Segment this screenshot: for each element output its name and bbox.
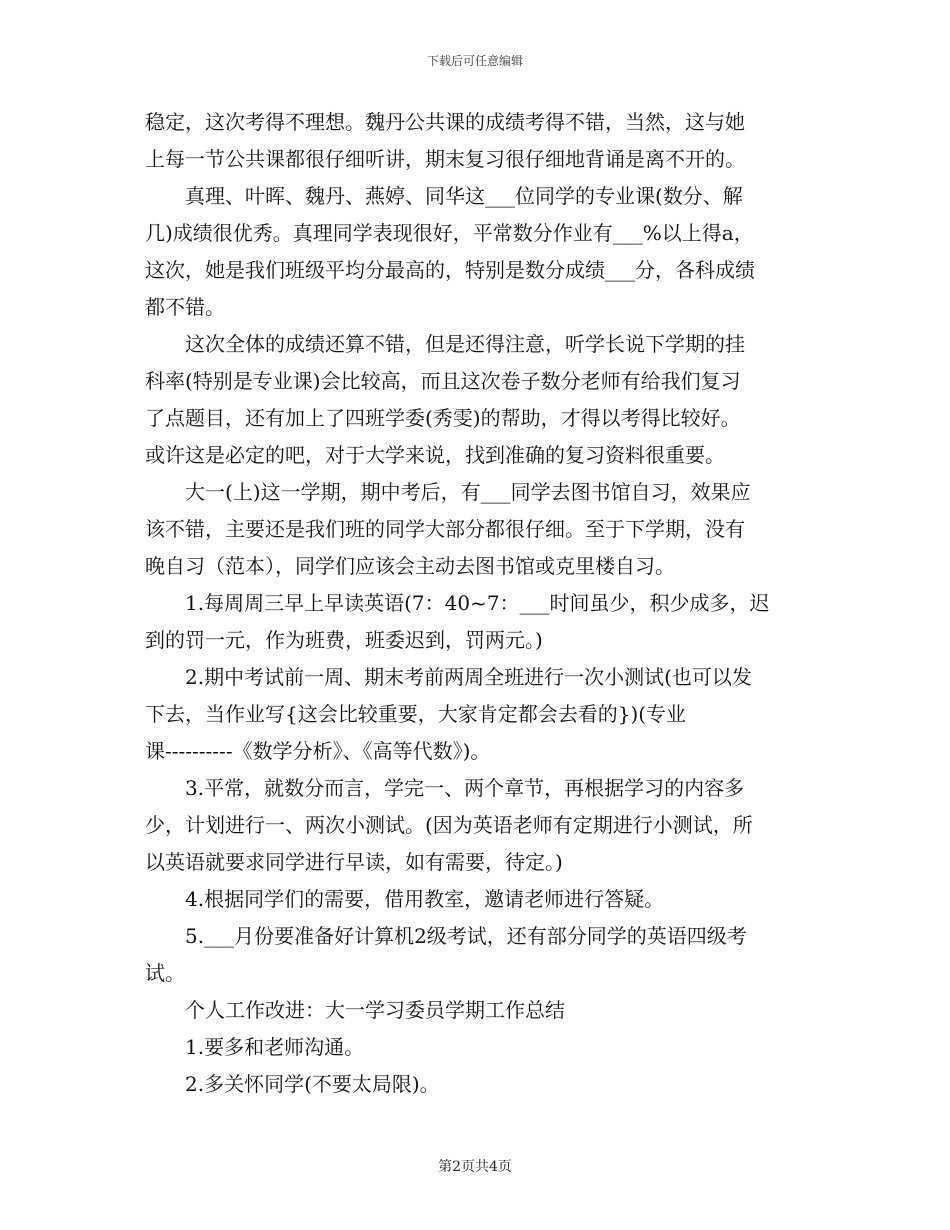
text-line: 晚自习（范本），同学们应该会主动去图书馆或克里楼自习。 [145, 554, 675, 578]
text-line: 2.多关怀同学(不要太局限)。 [145, 1072, 440, 1096]
text-line: 3.平常，就数分而言，学完一、两个章节，再根据学习的内容多 [145, 776, 745, 800]
text-line: 科率(特别是专业课)会比较高，而且这次卷子数分老师有给我们复习 [145, 369, 741, 393]
text-line: 个人工作改进：大一学习委员学期工作总结 [145, 998, 565, 1022]
text-line: 该不错，主要还是我们班的同学大部分都很仔细。至于下学期，没有 [145, 517, 745, 541]
text-line: 稳定，这次考得不理想。魏丹公共课的成绩考得不错，当然，这与她 [145, 110, 745, 134]
text-line: 试。 [145, 961, 185, 985]
text-line: 几)成绩很优秀。真理同学表现很好，平常数分作业有___%以上得a， [145, 221, 754, 245]
text-line: 上每一节公共课都很仔细听讲，期末复习很仔细地背诵是离不开的。 [145, 147, 745, 171]
page-number: 第2页共4页 [438, 1159, 512, 1175]
text-line: 这次，她是我们班级平均分最高的，特别是数分成绩___分，各科成绩 [145, 258, 755, 282]
text-line: 都不错。 [145, 295, 225, 319]
text-line: 4.根据同学们的需要，借用教室，邀请老师进行答疑。 [145, 887, 665, 911]
text-line: 下去，当作业写{这会比较重要，大家肯定都会去看的})(专业 [145, 702, 687, 726]
text-line: 了点题目，还有加上了四班学委(秀雯)的帮助，才得以考得比较好。 [145, 406, 741, 430]
text-line: 少，计划进行一、两次小测试。(因为英语老师有定期进行小测试，所 [145, 813, 753, 837]
text-line: 课----------《数学分析》、《高等代数》)。 [145, 739, 491, 763]
text-line: 以英语就要求同学进行早读，如有需要，待定。) [145, 850, 563, 874]
page-header: 下载后可任意编辑 [426, 54, 523, 68]
text-line: 1.每周周三早上早读英语(7：40~7：___时间虽少，积少成多，迟 [145, 591, 770, 615]
text-line: 真理、叶晖、魏丹、燕婷、同华这___位同学的专业课(数分、解 [145, 184, 743, 208]
text-line: 大一(上)这一学期，期中考后，有___同学去图书馆自习，效果应 [145, 480, 751, 504]
text-line: 到的罚一元，作为班费，班委迟到，罚两元。) [145, 628, 543, 652]
text-line: 1.要多和老师沟通。 [145, 1035, 365, 1059]
text-line: 这次全体的成绩还算不错，但是还得注意，听学长说下学期的挂 [145, 332, 745, 356]
text-line: 2.期中考试前一周、期末考前两周全班进行一次小测试(也可以发 [145, 665, 752, 689]
text-line: 或许这是必定的吧，对于大学来说，找到准确的复习资料很重要。 [145, 443, 725, 467]
text-line: 5.___月份要准备好计算机2级考试，还有部分同学的英语四级考 [145, 924, 747, 948]
document-body [145, 104, 810, 1103]
